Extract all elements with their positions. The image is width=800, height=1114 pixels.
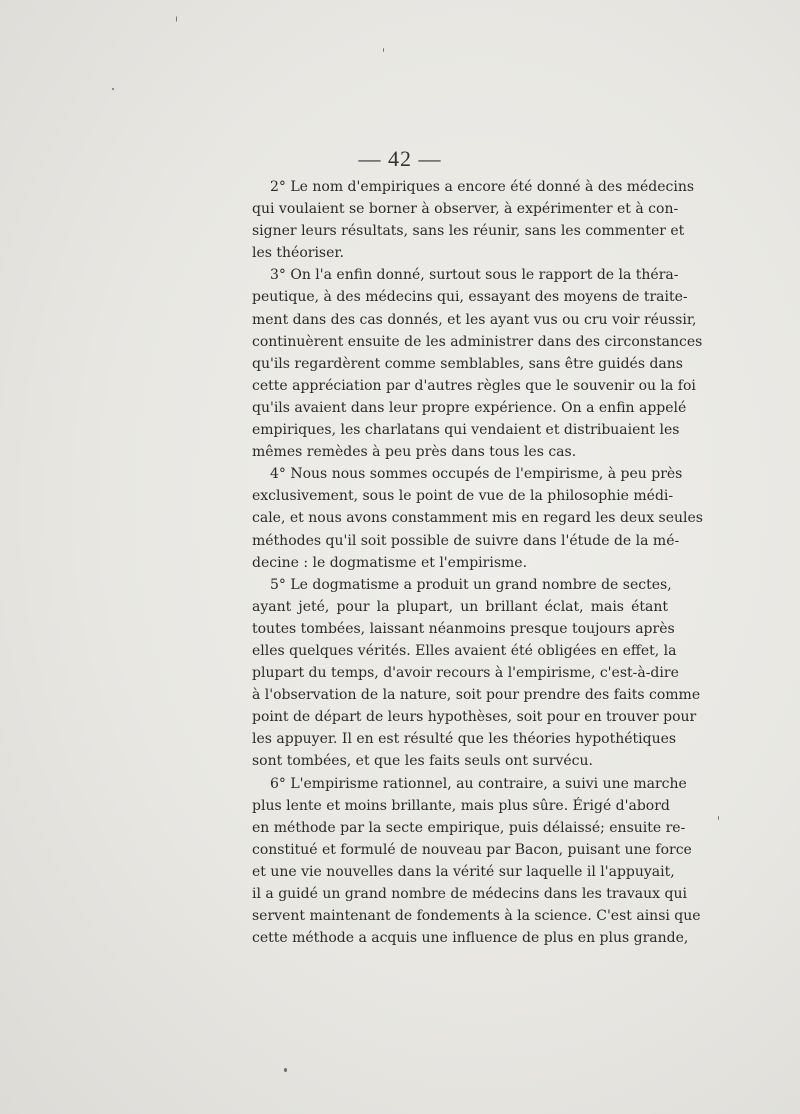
text-line: toutes tombées, laissant néanmoins presque toujours après: [252, 620, 675, 637]
text-line: méthodes qu'il soit possible de suivre dans l'étude de la mé-: [252, 532, 680, 549]
paper-speck: [112, 88, 114, 90]
page-number: — 42 —: [358, 146, 442, 171]
text-line: constitué et formulé de nouveau par Bacon, puisant une force: [252, 841, 692, 858]
text-line: 2° Le nom d'empiriques a encore été donné à des médecins: [270, 179, 695, 195]
text-line: decine : le dogmatisme et l'empirisme.: [252, 554, 528, 571]
text-line: cette méthode a acquis une influence de plus en plus grande,: [252, 930, 689, 947]
text-line: plupart du temps, d'avoir recours à l'empirisme, c'est-à-dire: [252, 665, 679, 682]
text-line: mêmes remèdes à peu près dans tous les cas.: [252, 444, 577, 461]
text-line: peutique, à des médecins qui, essayant des moyens de traite-: [252, 289, 688, 306]
paragraph: [252, 264, 703, 463]
text-line: servent maintenant de fondements à la science. C'est ainsi que: [252, 908, 701, 925]
text-line: cette appréciation par d'autres règles que le souvenir ou la foi: [252, 377, 696, 394]
text-line: plus lente et moins brillante, mais plus sûre. Érigé d'abord: [252, 797, 670, 814]
text-line: qu'ils regardèrent comme semblables, sans être guidés dans: [252, 355, 683, 372]
text-line: à l'observation de la nature, soit pour prendre des faits comme: [252, 687, 701, 704]
text-line: cale, et nous avons constamment mis en regard les deux seules: [252, 510, 703, 527]
text-line: les théoriser.: [252, 245, 344, 262]
text-line: elles quelques vérités. Elles avaient été obligées en effet, la: [252, 642, 677, 659]
paragraph: [252, 176, 695, 264]
body-text: [252, 176, 703, 949]
text-line: ment dans des cas donnés, et les ayant vus ou cru voir réussir,: [252, 311, 697, 328]
paper-speck: [718, 816, 719, 820]
text-line: continuèrent ensuite de les administrer dans des circonstances: [252, 333, 703, 350]
text-line: ayant jeté, pour la plupart, un brillant éclat, mais étant: [252, 598, 668, 615]
paper-speck: [176, 16, 177, 22]
text-line: empiriques, les charlatans qui vendaient et distribuaient les: [252, 422, 680, 439]
text-line: en méthode par la secte empirique, puis délaissé; ensuite re-: [252, 819, 686, 836]
paragraph: [252, 463, 703, 573]
text-line: qui voulaient se borner à observer, à expérimenter et à con-: [252, 201, 679, 218]
text-line: sont tombées, et que les faits seuls ont survécu.: [252, 753, 593, 770]
text-line: exclusivement, sous le point de vue de la philosophie médi-: [252, 488, 674, 505]
text-line: 6° L'empirisme rationnel, au contraire, a suivi une marche: [270, 775, 687, 792]
text-line: 4° Nous nous sommes occupés de l'empirisme, à peu près: [270, 466, 683, 483]
text-line: les appuyer. Il en est résulté que les théories hypothétiques: [252, 731, 677, 748]
paper-speck: [284, 1068, 287, 1072]
text-line: signer leurs résultats, sans les réunir, sans les commenter et: [252, 223, 685, 240]
text-line: 3° On l'a enfin donné, surtout sous le rapport de la théra-: [270, 267, 679, 284]
paragraph: [252, 773, 701, 950]
paragraph: [252, 574, 701, 773]
text-line: 5° Le dogmatisme a produit un grand nombre de sectes,: [270, 576, 672, 593]
text-line: et une vie nouvelles dans la vérité sur laquelle il l'appuyait,: [252, 863, 675, 880]
text-line: qu'ils avaient dans leur propre expérience. On a enfin appelé: [252, 399, 687, 416]
paper-speck: [383, 48, 384, 52]
text-line: il a guidé un grand nombre de médecins dans les travaux qui: [252, 886, 687, 902]
text-line: point de départ de leurs hypothèses, soit pour en trouver pour: [252, 709, 697, 726]
